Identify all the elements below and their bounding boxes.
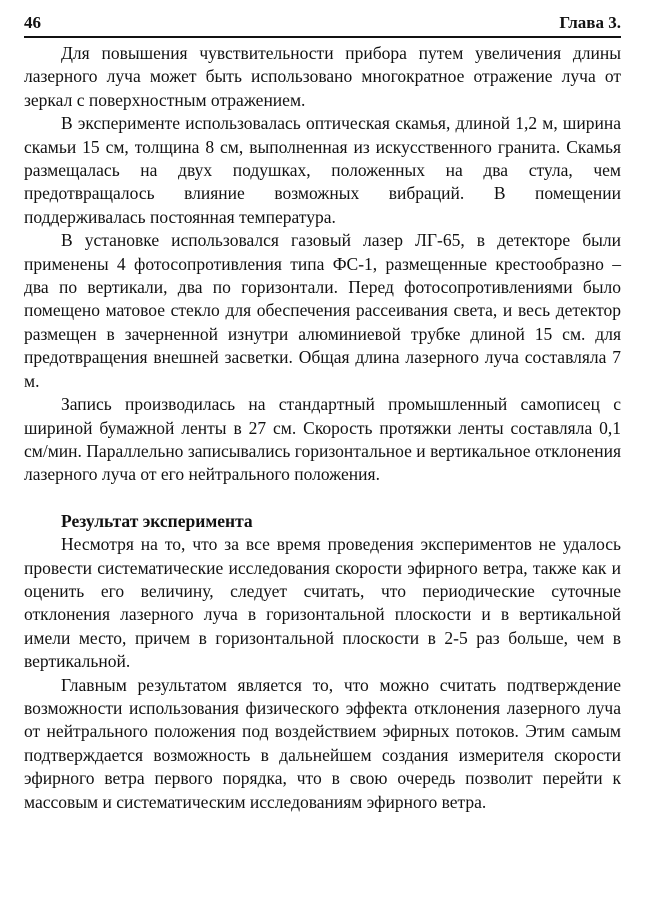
running-header	[24, 10, 621, 38]
paragraph: Главным результатом является то, что можно считать подтверждение возможности использования физического эффекта отклонения лазерного луча от нейтрального положения под воздействием эфирных потоков. Этим самым подтверждается возможность в дальнейшем создания измерителя скорости эфирного ветра первого порядка, что в свою очередь позволит перейти к массовым и систематическим исследованиям эфирного ветра.	[24, 674, 621, 812]
section-heading: Результат эксперимента	[61, 510, 253, 531]
paragraph: Запись производилась на стандартный промышленный самописец с шириной бумажной ленты в 27 см. Скорость протяжки ленты составляла 0,1 см/мин. Параллельно записывались горизонтальное и вертикальное отклонения лазерного луча от его нейтрального положения.	[24, 394, 621, 485]
page-body	[24, 42, 621, 814]
paragraph: В эксперименте использовалась оптическая скамья, длиной 1,2 м, ширина скамьи 15 см, толщина 8 см, выполненная из искусственного гранита. Скамья размещалась на двух подушках, положенных на два стула, чем предотвращалось влияние возможных вибраций. В помещении поддерживалась постоянная температура.	[24, 113, 621, 227]
section-spacer	[24, 487, 621, 510]
page-number: 46	[24, 13, 41, 32]
chapter-title: Глава 3.	[559, 13, 621, 32]
paragraph: В установке использовался газовый лазер ЛГ-65, в детекторе были применены 4 фотосопротивления типа ФС-1, размещенные крестообразно – два по вертикали, два по горизонтали. Перед фотосопротивлениями было помещено матовое стекло для обеспечения рассеивания света, и весь детектор размещен в зачерненной изнутри алюминиевой трубке длиной 15 см. для предотвращения внешней засветки. Общая длина лазерного луча составляла 7 м.	[24, 230, 621, 391]
paragraph: Для повышения чувствительности прибора путем увеличения длины лазерного луча может быть использовано многократное отражение луча от зеркал с поверхностным отражением.	[24, 43, 621, 110]
paragraph: Несмотря на то, что за все время проведения экспериментов не удалось провести систематические исследования скорости эфирного ветра, также как и оценить его величину, следует считать, что периодические суточные отклонения лазерного луча в горизонтальной плоскости и в вертикальной имели место, причем в горизонтальной плоскости в 2-5 раз больше, чем в вертикальной.	[24, 534, 621, 672]
